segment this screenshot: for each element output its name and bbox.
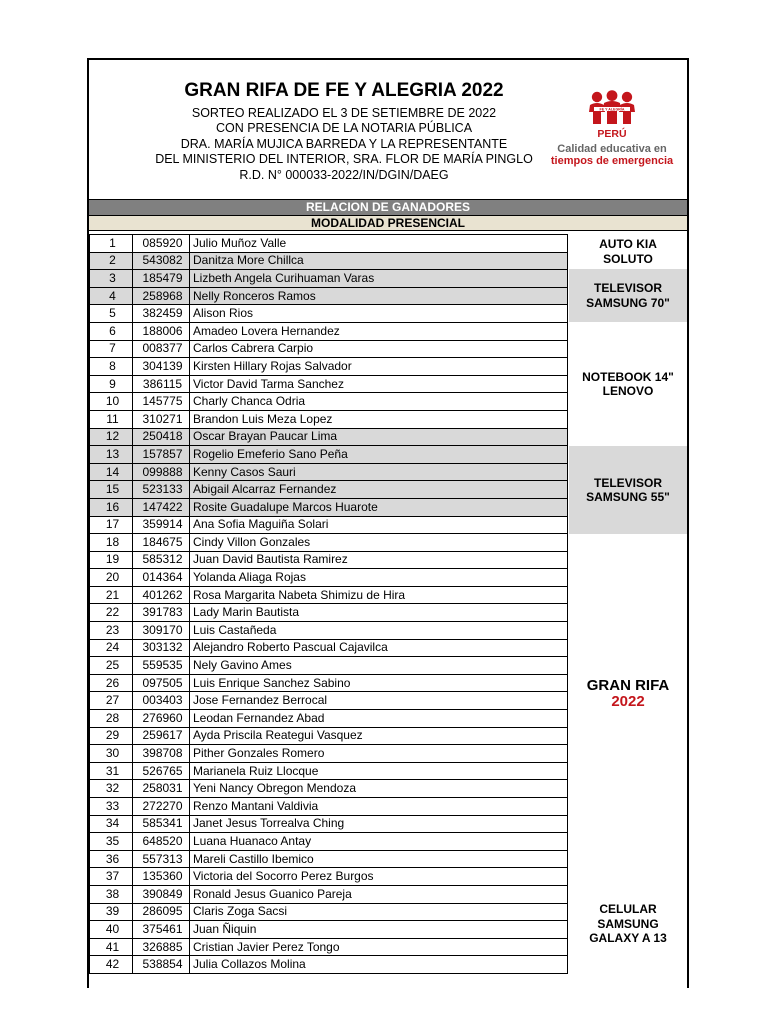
row-number: 8 <box>90 358 133 376</box>
subtitle-line: R.D. N° 000033-2022/IN/DGIN/DAEG <box>239 167 449 182</box>
subtitle-line: DEL MINISTERIO DEL INTERIOR, SRA. FLOR DE MARÍA PINGLO <box>155 152 533 167</box>
winner-name: Luis Enrique Sanchez Sabino <box>190 674 568 692</box>
row-number: 29 <box>90 727 133 745</box>
winner-name: Danitza More Chillca <box>190 252 568 270</box>
prize-label: GALAXY A 13 <box>589 931 667 946</box>
table-row <box>90 639 568 657</box>
ticket-code: 648520 <box>133 833 190 851</box>
row-number: 18 <box>90 534 133 552</box>
ticket-code: 304139 <box>133 358 190 376</box>
logo-brand-text: FE Y ALEGRÍA <box>599 107 625 112</box>
document-subtitle <box>89 106 599 183</box>
row-number: 39 <box>90 903 133 921</box>
table-row <box>90 780 568 798</box>
winner-name: Charly Chanca Odria <box>190 393 568 411</box>
ticket-code: 008377 <box>133 340 190 358</box>
ticket-code: 085920 <box>133 235 190 253</box>
prize-label: SOLUTO <box>603 251 653 266</box>
winner-name: Yolanda Aliaga Rojas <box>190 569 568 587</box>
table-row <box>90 727 568 745</box>
row-number: 17 <box>90 516 133 534</box>
table-row <box>90 921 568 939</box>
logo-country: PERÚ <box>597 128 627 140</box>
ticket-code: 526765 <box>133 762 190 780</box>
row-number: 1 <box>90 235 133 253</box>
winner-name: Nely Gavino Ames <box>190 657 568 675</box>
winner-name: Brandon Luis Meza Lopez <box>190 410 568 428</box>
table-row <box>90 745 568 763</box>
fe-y-alegria-logo <box>547 90 677 180</box>
children-logo-icon <box>589 90 635 126</box>
winner-name: Cristian Javier Perez Tongo <box>190 938 568 956</box>
row-number: 42 <box>90 956 133 974</box>
prize-label: SAMSUNG <box>597 916 659 931</box>
table-row <box>90 534 568 552</box>
ticket-code: 097505 <box>133 674 190 692</box>
row-number: 41 <box>90 938 133 956</box>
table-row <box>90 674 568 692</box>
table-row <box>90 798 568 816</box>
winner-name: Ayda Priscila Reategui Vasquez <box>190 727 568 745</box>
ticket-code: 382459 <box>133 305 190 323</box>
row-number: 7 <box>90 340 133 358</box>
ticket-code: 003403 <box>133 692 190 710</box>
row-number: 13 <box>90 446 133 464</box>
row-number: 20 <box>90 569 133 587</box>
prize-tv-70 <box>569 269 687 322</box>
prize-tv-55 <box>569 446 687 534</box>
winner-name: Oscar Brayan Paucar Lima <box>190 428 568 446</box>
ticket-code: 585341 <box>133 815 190 833</box>
prize-label: LENOVO <box>602 384 654 398</box>
winner-name: Luana Huanaco Antay <box>190 833 568 851</box>
ticket-code: 538854 <box>133 956 190 974</box>
ticket-code: 258031 <box>133 780 190 798</box>
winner-name: Kenny Casos Sauri <box>190 463 568 481</box>
ticket-code: 309170 <box>133 622 190 640</box>
row-number: 12 <box>90 428 133 446</box>
row-number: 33 <box>90 798 133 816</box>
winners-table <box>89 234 568 974</box>
row-number: 19 <box>90 551 133 569</box>
winner-name: Mareli Castillo Ibemico <box>190 850 568 868</box>
table-row <box>90 622 568 640</box>
ticket-code: 326885 <box>133 938 190 956</box>
row-number: 27 <box>90 692 133 710</box>
row-number: 26 <box>90 674 133 692</box>
ticket-code: 184675 <box>133 534 190 552</box>
row-number: 24 <box>90 639 133 657</box>
ticket-code: 559535 <box>133 657 190 675</box>
table-row <box>90 270 568 288</box>
winner-name: Amadeo Lovera Hernandez <box>190 322 568 340</box>
row-number: 22 <box>90 604 133 622</box>
table-row <box>90 938 568 956</box>
gran-rifa-mark <box>569 534 687 854</box>
ticket-code: 259617 <box>133 727 190 745</box>
ticket-code: 557313 <box>133 850 190 868</box>
table-row <box>90 375 568 393</box>
ticket-code: 386115 <box>133 375 190 393</box>
ticket-code: 401262 <box>133 586 190 604</box>
winner-name: Claris Zoga Sacsi <box>190 903 568 921</box>
row-number: 30 <box>90 745 133 763</box>
table-row <box>90 393 568 411</box>
ticket-code: 157857 <box>133 446 190 464</box>
table-row <box>90 604 568 622</box>
ticket-code: 523133 <box>133 481 190 499</box>
row-number: 9 <box>90 375 133 393</box>
table-row <box>90 903 568 921</box>
table-row <box>90 692 568 710</box>
logo-tagline-1: Calidad educativa en <box>557 143 667 155</box>
winner-name: Jose Fernandez Berrocal <box>190 692 568 710</box>
ticket-code: 185479 <box>133 270 190 288</box>
row-number: 25 <box>90 657 133 675</box>
row-number: 23 <box>90 622 133 640</box>
document-title: GRAN RIFA DE FE Y ALEGRIA 2022 <box>184 80 504 101</box>
prize-label: SAMSUNG 70" <box>586 295 670 310</box>
ticket-code: 398708 <box>133 745 190 763</box>
row-number: 31 <box>90 762 133 780</box>
ticket-code: 188006 <box>133 322 190 340</box>
subtitle-line: SORTEO REALIZADO EL 3 DE SETIEMBRE DE 2022 <box>191 106 497 120</box>
row-number: 34 <box>90 815 133 833</box>
table-row <box>90 287 568 305</box>
row-number: 3 <box>90 270 133 288</box>
row-number: 28 <box>90 710 133 728</box>
winner-name: Juan Ñiquin <box>190 921 568 939</box>
row-number: 5 <box>90 305 133 323</box>
ticket-code: 391783 <box>133 604 190 622</box>
row-number: 15 <box>90 481 133 499</box>
winner-name: Nelly Ronceros Ramos <box>190 287 568 305</box>
ticket-code: 147422 <box>133 498 190 516</box>
winner-name: Abigail Alcarraz Fernandez <box>190 481 568 499</box>
table-row <box>90 410 568 428</box>
winner-name: Rosite Guadalupe Marcos Huarote <box>190 498 568 516</box>
document-header <box>89 60 687 200</box>
prize-label: NOTEBOOK 14" <box>582 369 674 384</box>
ticket-code: 390849 <box>133 885 190 903</box>
table-row <box>90 235 568 253</box>
row-number: 14 <box>90 463 133 481</box>
ticket-code: 585312 <box>133 551 190 569</box>
winner-name: Lizbeth Angela Curihuaman Varas <box>190 270 568 288</box>
winner-name: Kirsten Hillary Rojas Salvador <box>190 358 568 376</box>
subtitle-line: CON PRESENCIA DE LA NOTARIA PÚBLICA <box>215 121 473 136</box>
ticket-code: 543082 <box>133 252 190 270</box>
section-modalidad: MODALIDAD PRESENCIAL <box>89 215 687 231</box>
table-row <box>90 815 568 833</box>
table-row <box>90 586 568 604</box>
table-row <box>90 850 568 868</box>
ticket-code: 272270 <box>133 798 190 816</box>
table-row <box>90 498 568 516</box>
row-number: 32 <box>90 780 133 798</box>
row-number: 21 <box>90 586 133 604</box>
winner-name: Ana Sofia Maguiña Solari <box>190 516 568 534</box>
ticket-code: 310271 <box>133 410 190 428</box>
row-number: 4 <box>90 287 133 305</box>
ticket-code: 276960 <box>133 710 190 728</box>
winner-name: Renzo Mantani Valdivia <box>190 798 568 816</box>
table-row <box>90 428 568 446</box>
winner-name: Marianela Ruiz Llocque <box>190 762 568 780</box>
winner-name: Alejandro Roberto Pascual Cajavilca <box>190 639 568 657</box>
table-row <box>90 340 568 358</box>
row-number: 10 <box>90 393 133 411</box>
prize-label: AUTO KIA <box>599 237 657 251</box>
winner-name: Lady Marin Bautista <box>190 604 568 622</box>
winner-name: Julia Collazos Molina <box>190 956 568 974</box>
table-row <box>90 833 568 851</box>
winner-name: Juan David Bautista Ramirez <box>190 551 568 569</box>
winner-name: Yeni Nancy Obregon Mendoza <box>190 780 568 798</box>
row-number: 40 <box>90 921 133 939</box>
table-row <box>90 481 568 499</box>
winner-name: Leodan Fernandez Abad <box>190 710 568 728</box>
winner-name: Ronald Jesus Guanico Pareja <box>190 885 568 903</box>
winner-name: Pither Gonzales Romero <box>190 745 568 763</box>
prize-celular <box>569 854 687 994</box>
subtitle-line: DRA. MARÍA MUJICA BARREDA Y LA REPRESENTANTE <box>180 136 508 151</box>
row-number: 35 <box>90 833 133 851</box>
ticket-code: 099888 <box>133 463 190 481</box>
row-number: 6 <box>90 322 133 340</box>
table-row <box>90 252 568 270</box>
gran-rifa-year: 2022 <box>611 693 645 710</box>
table-row <box>90 551 568 569</box>
prize-auto <box>569 234 687 269</box>
winner-name: Rosa Margarita Nabeta Shimizu de Hira <box>190 586 568 604</box>
prize-notebook <box>569 322 687 446</box>
table-row <box>90 885 568 903</box>
table-row <box>90 956 568 974</box>
winner-name: Janet Jesus Torrealva Ching <box>190 815 568 833</box>
table-row <box>90 322 568 340</box>
logo-tagline-2: tiempos de emergencia <box>550 155 674 167</box>
ticket-code: 286095 <box>133 903 190 921</box>
winner-name: Luis Castañeda <box>190 622 568 640</box>
prize-label: TELEVISOR <box>593 281 662 295</box>
table-row <box>90 446 568 464</box>
gran-rifa-text: GRAN RIFA <box>586 677 670 694</box>
table-row <box>90 868 568 886</box>
table-row <box>90 569 568 587</box>
ticket-code: 303132 <box>133 639 190 657</box>
table-row <box>90 305 568 323</box>
row-number: 2 <box>90 252 133 270</box>
section-relacion: RELACION DE GANADORES <box>89 199 687 215</box>
table-row <box>90 657 568 675</box>
table-row <box>90 463 568 481</box>
ticket-code: 145775 <box>133 393 190 411</box>
ticket-code: 014364 <box>133 569 190 587</box>
table-row <box>90 516 568 534</box>
ticket-code: 250418 <box>133 428 190 446</box>
table-row <box>90 358 568 376</box>
winner-name: Alison Rios <box>190 305 568 323</box>
winner-name: Victoria del Socorro Perez Burgos <box>190 868 568 886</box>
winner-name: Cindy Villon Gonzales <box>190 534 568 552</box>
row-number: 37 <box>90 868 133 886</box>
ticket-code: 258968 <box>133 287 190 305</box>
ticket-code: 375461 <box>133 921 190 939</box>
prize-label: TELEVISOR <box>593 475 662 490</box>
row-number: 38 <box>90 885 133 903</box>
winner-name: Julio Muñoz Valle <box>190 235 568 253</box>
results-sheet <box>87 58 689 988</box>
table-row <box>90 710 568 728</box>
ticket-code: 359914 <box>133 516 190 534</box>
winner-name: Carlos Cabrera Carpio <box>190 340 568 358</box>
winner-name: Rogelio Emeferio Sano Peña <box>190 446 568 464</box>
prize-label: CELULAR <box>599 902 657 917</box>
row-number: 11 <box>90 410 133 428</box>
ticket-code: 135360 <box>133 868 190 886</box>
row-number: 36 <box>90 850 133 868</box>
table-row <box>90 762 568 780</box>
row-number: 16 <box>90 498 133 516</box>
prize-label: SAMSUNG 55" <box>586 490 670 504</box>
winner-name: Victor David Tarma Sanchez <box>190 375 568 393</box>
